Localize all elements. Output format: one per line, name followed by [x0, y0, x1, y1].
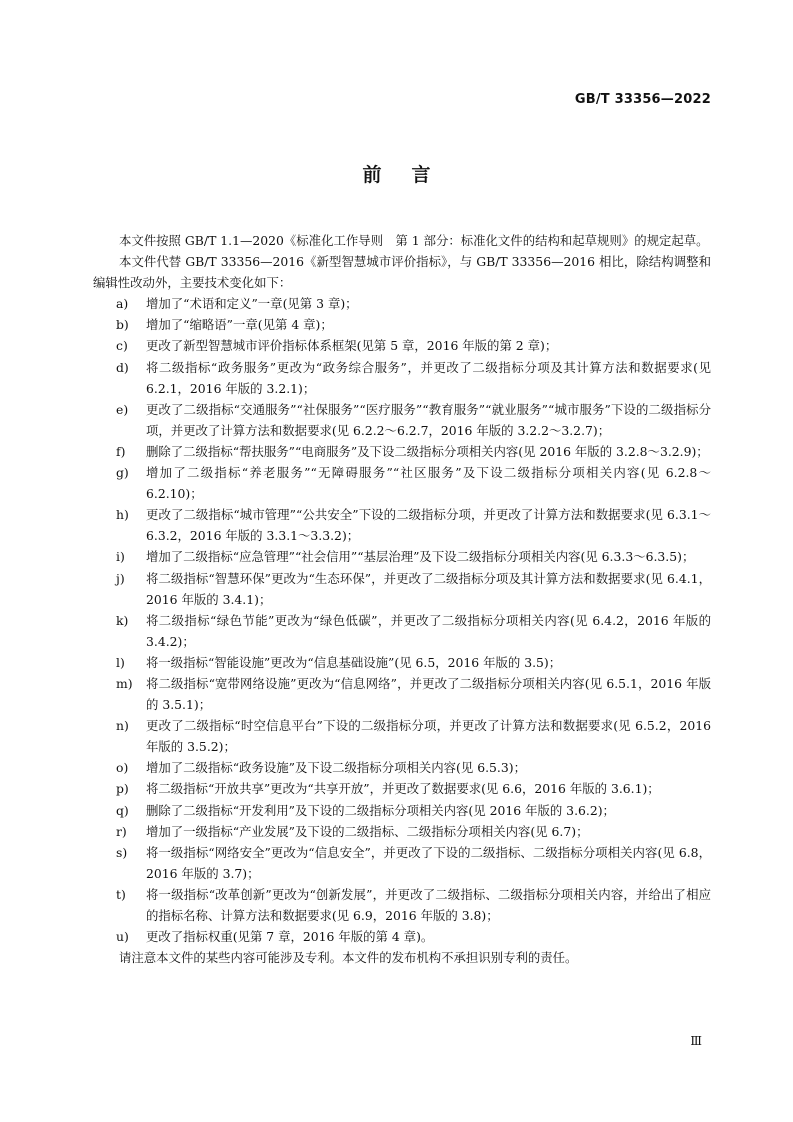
list-item-text: 增加了二级指标“政务设施”及下设二级指标分项相关内容(见 6.5.3)； [146, 760, 526, 776]
list-item [93, 314, 711, 335]
list-item [93, 757, 711, 778]
list-item [93, 504, 711, 546]
page-number: Ⅲ [690, 1034, 701, 1048]
list-marker: j) [116, 570, 125, 586]
page-title: 前言 [362, 164, 461, 186]
list-marker: q) [116, 802, 129, 818]
list-item [93, 441, 711, 462]
list-marker: n) [116, 718, 129, 734]
list-marker: o) [116, 760, 129, 776]
list-item [93, 778, 711, 799]
list-item-text: 增加了一级指标“产业发展”及下设的二级指标、二级指标分项相关内容(见 6.7)； [146, 823, 589, 839]
list-item-text: 将一级指标“改革创新”更改为“创新发展”，并更改了二级指标、二级指标分项相关内容，并给出了相应的指标名称、计算方法和数据要求(见 6.9，2016 年版的 3.8)； [146, 886, 711, 923]
list-item-text: 增加了“术语和定义”一章(见第 3 章)； [146, 296, 358, 312]
list-marker: p) [116, 781, 129, 797]
list-item-text: 更改了新型智慧城市评价指标体系框架(见第 5 章，2016 年版的第 2 章)； [146, 338, 558, 354]
list-item [93, 821, 711, 842]
list-item-text: 删除了二级指标“帮扶服务”“电商服务”及下设二级指标分项相关内容(见 2016 年版的 3.2.8～3.2.9)； [146, 443, 709, 459]
list-marker: r) [116, 823, 127, 839]
list-item-text: 将二级指标“开放共享”更改为“共享开放”，并更改了数据要求(见 6.6，2016 年版的 3.6.1)； [146, 781, 660, 797]
list-item [93, 293, 711, 314]
standard-number: GB/T 33356—2022 [574, 92, 711, 107]
list-item-text: 增加了二级指标“养老服务”“无障碍服务”“社区服务”及下设二级指标分项相关内容(见 6.2.8～6.2.10)； [146, 465, 711, 502]
list-item [93, 673, 711, 715]
list-marker: l) [116, 654, 125, 670]
intro-paragraph-replacement: 本文件代替 GB/T 33356—2016《新型智慧城市评价指标》，与 GB/T 33356—2016 相比，除结构调整和编辑性改动外，主要技术变化如下： [93, 254, 711, 291]
list-item-text: 增加了“缩略语”一章(见第 4 章)； [146, 317, 333, 333]
list-marker: d) [116, 359, 129, 375]
list-item [93, 652, 711, 673]
list-item [93, 884, 711, 926]
list-item [93, 926, 711, 947]
list-marker: i) [116, 549, 125, 565]
list-marker: a) [116, 296, 129, 312]
intro-paragraph-drafting-rules: 本文件按照 GB/T 1.1—2020《标准化工作导则 第 1 部分：标准化文件的结构和起草规则》的规定起草。 [119, 233, 709, 248]
list-item-text: 更改了二级指标“城市管理”“公共安全”下设的二级指标分项，并更改了计算方法和数据要求(见 6.3.1～6.3.2，2016 年版的 3.3.1～3.3.2)； [146, 507, 711, 544]
list-item-text: 将二级指标“宽带网络设施”更改为“信息网络”，并更改了二级指标分项相关内容(见 6.5.1，2016 年版的 3.5.1)； [146, 675, 711, 713]
list-marker: c) [116, 338, 128, 354]
list-marker: h) [116, 507, 129, 523]
list-item-text: 更改了二级指标“交通服务”“社保服务”“医疗服务”“教育服务”“就业服务”“城市服务”下设的二级指标分项，并更改了计算方法和数据要求(见 6.2.2～6.2.7，2016 年版的 3.2.2～3.2.7)； [146, 401, 711, 438]
list-marker: u) [116, 929, 129, 945]
list-item-text: 将一级指标“网络安全”更改为“信息安全”，并更改了下设的二级指标、二级指标分项相关内容(见 6.8，2016 年版的 3.7)； [146, 844, 711, 881]
list-marker: g) [116, 465, 129, 481]
list-marker: m) [116, 675, 133, 691]
list-item-text: 将二级指标“绿色节能”更改为“绿色低碳”，并更改了二级指标分项相关内容(见 6.4.2，2016 年版的 3.4.2)； [146, 612, 711, 649]
list-item [93, 568, 711, 610]
list-item [93, 610, 711, 652]
list-item [93, 462, 711, 504]
list-item [93, 546, 711, 567]
foreword-body [93, 230, 711, 968]
technical-changes-list [93, 293, 711, 947]
list-item-text: 将二级指标“政务服务”更改为“政务综合服务”，并更改了二级指标分项及其计算方法和数据要求(见 6.2.1，2016 年版的 3.2.1)； [146, 359, 711, 396]
list-item [93, 335, 711, 356]
list-marker: b) [116, 317, 129, 333]
list-item-text: 更改了指标权重(见第 7 章，2016 年版的第 4 章)。 [146, 929, 434, 945]
patent-notice: 请注意本文件的某些内容可能涉及专利。本文件的发布机构不承担识别专利的责任。 [119, 950, 578, 966]
list-item-text: 增加了二级指标“应急管理”“社会信用”“基层治理”及下设二级指标分项相关内容(见 6.3.3～6.3.5)； [146, 549, 695, 565]
list-item [93, 842, 711, 884]
list-marker: f) [116, 443, 126, 459]
list-marker: t) [116, 886, 126, 902]
list-item [93, 399, 711, 441]
list-item [93, 357, 711, 399]
list-item-text: 将二级指标“智慧环保”更改为“生态环保”，并更改了二级指标分项及其计算方法和数据要求(见 6.4.1，2016 年版的 3.4.1)； [146, 570, 711, 607]
list-item-text: 删除了二级指标“开发利用”及下设的二级指标分项相关内容(见 2016 年版的 3.6.2)； [146, 802, 615, 818]
list-marker: e) [116, 401, 129, 417]
list-item-text: 将一级指标“智能设施”更改为“信息基础设施”(见 6.5，2016 年版的 3.5)； [146, 654, 562, 670]
list-marker: s) [116, 844, 128, 860]
list-item-text: 更改了二级指标“时空信息平台”下设的二级指标分项，并更改了计算方法和数据要求(见 6.5.2，2016 年版的 3.5.2)； [146, 718, 711, 755]
list-marker: k) [116, 612, 129, 628]
list-item [93, 715, 711, 757]
list-item [93, 800, 711, 821]
